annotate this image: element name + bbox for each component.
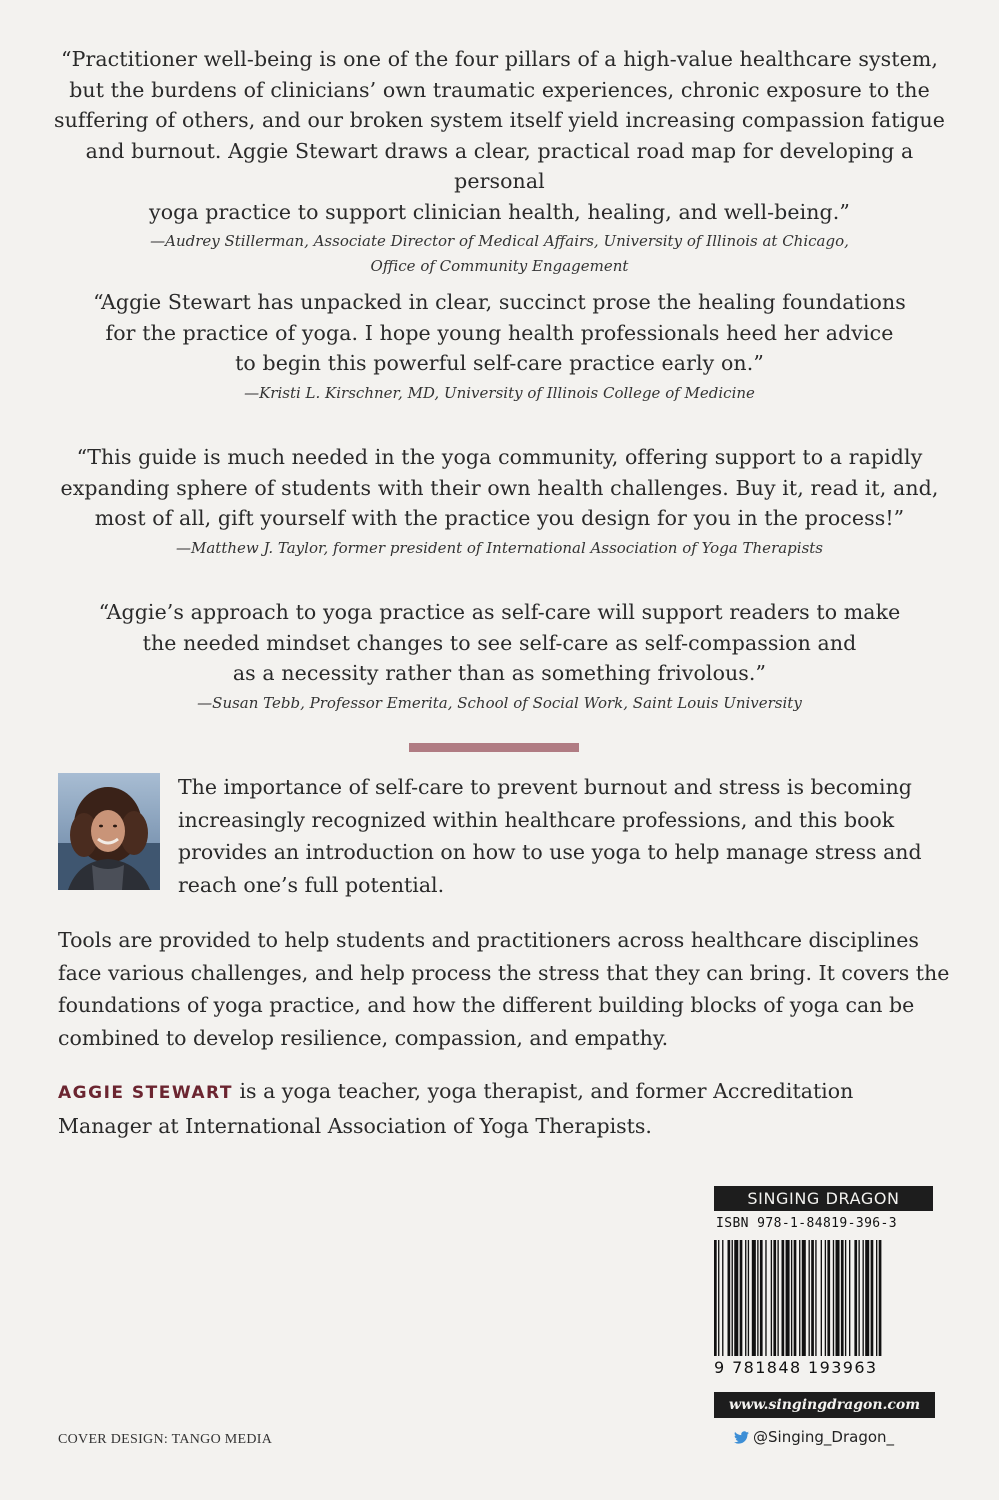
- publisher-website[interactable]: www.singingdragon.com: [714, 1392, 935, 1418]
- twitter-handle[interactable]: [734, 1428, 894, 1446]
- barcode-bar: [771, 1240, 772, 1356]
- author-bio-text: is a yoga teacher, yoga therapist, and former Accreditation Manager at International Association of Yoga Therapists.: [58, 1079, 854, 1138]
- barcode-bar: [841, 1240, 844, 1356]
- barcode-bar: [845, 1240, 846, 1356]
- quote-attribution: —Audrey Stillerman, Associate Director of Medical Affairs, University of Illinois at Chicago, Office of Community Engagement: [150, 232, 849, 275]
- barcode-bar: [748, 1240, 749, 1356]
- publisher-logo: SINGING DRAGON: [714, 1186, 933, 1211]
- author-bio: [58, 1075, 958, 1142]
- barcode-bar: [718, 1240, 719, 1356]
- barcode-bar: [865, 1240, 869, 1356]
- isbn-text: ISBN 978-1-84819-396-3: [716, 1216, 897, 1231]
- quote-text: “This guide is much needed in the yoga community, offering support to a rapidly expanding sphere of students with their own health challenges. Buy it, read it, and, most of all, gift yourself with the practice you design for you in the process!”: [60, 445, 939, 530]
- endorsement-quote: [40, 44, 959, 279]
- barcode-bar: [858, 1240, 859, 1356]
- barcode-bar: [871, 1240, 874, 1356]
- quote-text: “Practitioner well-being is one of the four pillars of a high-value healthcare system, but the burdens of clinicians’ own traumatic experiences, chronic exposure to the suffering of others, and our broken system itself yield increasing compassion fatigue and burnout. Aggie Stewart draws a clear, practical road map for developing a personal yoga practice to support clinician health, healing, and well-being.”: [53, 47, 946, 224]
- barcode-bar: [760, 1240, 763, 1356]
- barcode-bar: [833, 1240, 834, 1356]
- barcode-bar: [791, 1240, 792, 1356]
- barcode-bar: [876, 1240, 877, 1356]
- quote-text: “Aggie’s approach to yoga practice as self-care will support readers to make the needed mindset changes to see self-care as self-compassion and as a necessity rather than as something frivolous.”: [98, 600, 901, 685]
- barcode-bar: [745, 1240, 746, 1356]
- barcode-bar: [757, 1240, 758, 1356]
- barcode-bar: [773, 1240, 776, 1356]
- twitter-handle-text: @Singing_Dragon_: [753, 1428, 895, 1446]
- barcode-bar: [722, 1240, 723, 1356]
- barcode-digits: 9 781848 193963: [714, 1358, 878, 1377]
- barcode-bar: [782, 1240, 785, 1356]
- barcode: [714, 1240, 933, 1356]
- endorsement-quote: [40, 287, 959, 406]
- barcode-bar: [821, 1240, 822, 1356]
- barcode-bar: [836, 1240, 840, 1356]
- endorsement-quote: [40, 442, 959, 561]
- barcode-bar: [825, 1240, 826, 1356]
- barcode-bar: [811, 1240, 814, 1356]
- barcode-bar: [815, 1240, 816, 1356]
- barcode-bar: [752, 1240, 756, 1356]
- endorsement-quote: [40, 597, 959, 716]
- barcode-bar: [765, 1240, 766, 1356]
- barcode-bar: [854, 1240, 857, 1356]
- barcode-bar: [740, 1240, 743, 1356]
- barcode-bar: [714, 1240, 717, 1356]
- quote-attribution: —Susan Tebb, Professor Emerita, School of Social Work, Saint Louis University: [197, 693, 802, 712]
- barcode-bar: [786, 1240, 790, 1356]
- book-description-body: Tools are provided to help students and practitioners across healthcare disciplines face various challenges, and help process the stress that they can bring. It covers the foundations of yoga practice, and how the different building blocks of yoga can be combined to develop resilience, compassion, and empathy.: [58, 928, 950, 1050]
- book-description-intro: The importance of self-care to prevent burnout and stress is becoming increasingly recognized within healthcare professions, and this book provides an introduction on how to use yoga to help manage stress and reach one’s full potential.: [178, 775, 922, 897]
- barcode-bar: [827, 1240, 830, 1356]
- barcode-bar: [863, 1240, 864, 1356]
- barcode-bar: [777, 1240, 778, 1356]
- barcode-bar: [809, 1240, 810, 1356]
- section-divider: [409, 743, 579, 752]
- quote-attribution: —Kristi L. Kirschner, MD, University of Illinois College of Medicine: [244, 383, 755, 402]
- cover-design-credit: COVER DESIGN: TANGO MEDIA: [58, 1432, 273, 1447]
- barcode-bar: [732, 1240, 733, 1356]
- author-name: AGGIE STEWART: [58, 1083, 233, 1103]
- twitter-icon: [734, 1431, 749, 1444]
- barcode-bar: [728, 1240, 731, 1356]
- quote-text: “Aggie Stewart has unpacked in clear, succinct prose the healing foundations for the practice of yoga. I hope young health professionals heed her advice to begin this powerful self-care practice early on.”: [93, 290, 906, 375]
- quote-attribution: —Matthew J. Taylor, former president of International Association of Yoga Therapists: [176, 538, 823, 557]
- barcode-bar: [849, 1240, 850, 1356]
- barcode-bar: [799, 1240, 800, 1356]
- barcode-bar: [794, 1240, 797, 1356]
- author-photo: [58, 773, 160, 890]
- barcode-bar: [802, 1240, 806, 1356]
- barcode-bar: [734, 1240, 738, 1356]
- barcode-bar: [879, 1240, 882, 1356]
